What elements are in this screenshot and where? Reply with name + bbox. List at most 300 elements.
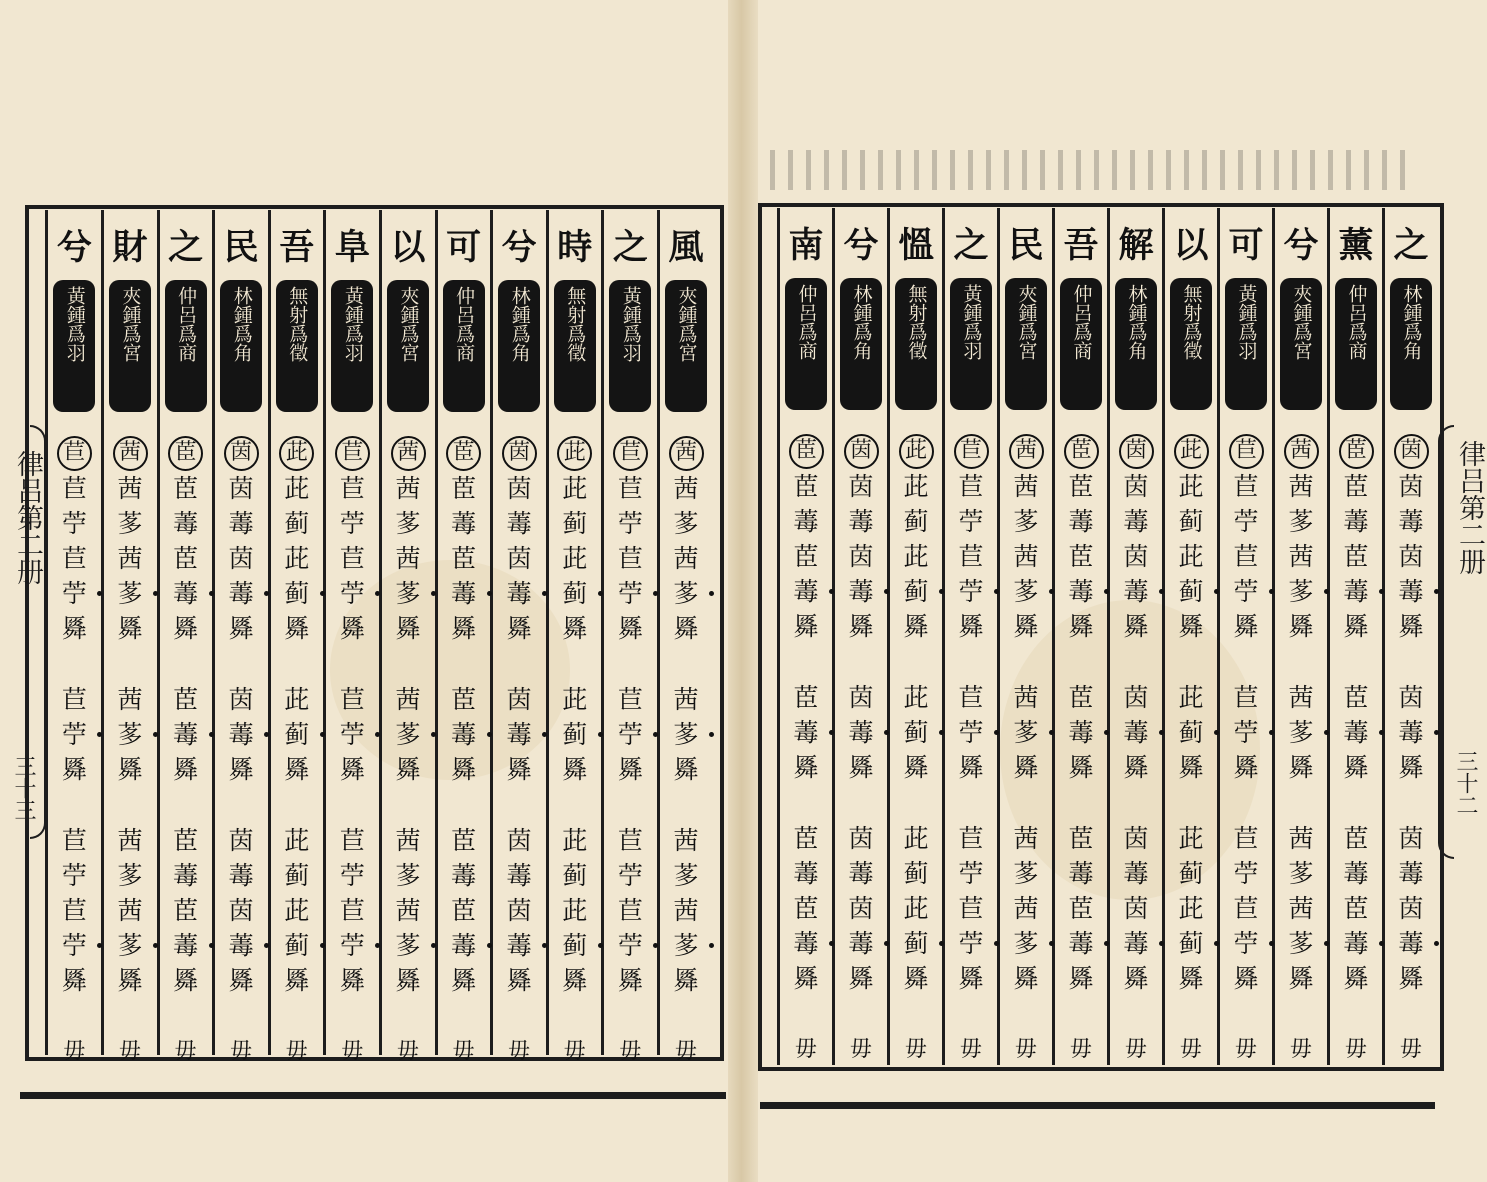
beat-dot xyxy=(1434,941,1439,946)
notation-row: 茜 xyxy=(1013,472,1039,501)
beat-dot xyxy=(209,591,214,596)
notation-row: 苣 xyxy=(617,826,643,855)
notation-row: 䓯 xyxy=(438,576,490,611)
notation-row: 茞 xyxy=(451,685,477,714)
notation-row: 苣 xyxy=(339,474,365,503)
circled-note: 茵 xyxy=(224,436,259,471)
notation-row: 苧 xyxy=(604,576,656,611)
notation-row: 茈 xyxy=(562,896,588,925)
notation-row: 苧 xyxy=(945,574,997,609)
lyric-character: 薰 xyxy=(1338,225,1374,266)
beat-dot xyxy=(1434,589,1439,594)
mode-label-tag xyxy=(331,280,373,412)
mode-label-text: 夾鍾爲宮 xyxy=(1015,284,1038,360)
notation-row: 毋 xyxy=(849,1037,872,1062)
notation-row: 䓯 xyxy=(1068,859,1094,888)
notation-row: 苧 xyxy=(958,507,984,536)
mode-label-tag xyxy=(609,280,651,412)
beat-dot xyxy=(1324,589,1329,594)
notation-row: 毋 xyxy=(174,1039,197,1064)
circled-note: 茵 xyxy=(1119,434,1154,469)
notation-row: 䓯 xyxy=(1343,859,1369,888)
notation-row xyxy=(438,436,490,471)
notation-row xyxy=(604,436,656,471)
notation-row: 䑞 xyxy=(1068,612,1094,641)
beat-dot xyxy=(1269,941,1274,946)
score-column xyxy=(1385,208,1437,1067)
notation-row: 茵 xyxy=(1123,894,1149,923)
notation-row: 茵 xyxy=(228,896,254,925)
notation-row: 苣 xyxy=(958,894,984,923)
beat-dot xyxy=(1379,941,1384,946)
notation-row: 蓟 xyxy=(903,859,929,888)
beat-dot xyxy=(1269,730,1274,735)
notation-row: 苣 xyxy=(61,896,87,925)
notation-row: 苣 xyxy=(61,826,87,855)
notation-row: 茞 xyxy=(451,474,477,503)
notation-row: 䑞 xyxy=(673,755,699,784)
notation-row: 茵 xyxy=(506,474,532,503)
notation-row: 茤 xyxy=(1000,574,1052,609)
mode-label-tag xyxy=(1170,278,1212,410)
notation-row: 茜 xyxy=(1288,472,1314,501)
beat-dot xyxy=(1159,941,1164,946)
beat-dot xyxy=(209,732,214,737)
notation-row: 苧 xyxy=(945,715,997,750)
notation-row: 茜 xyxy=(1013,683,1039,712)
notation-row: 䑞 xyxy=(173,614,199,643)
beat-dot xyxy=(884,589,889,594)
score-column xyxy=(160,210,212,1069)
notation-row: 茈 xyxy=(284,474,310,503)
notation-row: 䓯 xyxy=(451,509,477,538)
notation-row: 茜 xyxy=(673,544,699,573)
notation-row: 䓯 xyxy=(438,928,490,963)
score-column xyxy=(604,210,656,1069)
beat-dot xyxy=(1159,730,1164,735)
notation-row: 苣 xyxy=(617,544,643,573)
notation-row: 䑞 xyxy=(617,966,643,995)
notation-row: 茵 xyxy=(1123,683,1149,712)
beat-dot xyxy=(320,943,325,948)
notation-row: 茤 xyxy=(1275,574,1327,609)
notation-row: 茜 xyxy=(673,685,699,714)
notation-row: 茞 xyxy=(1068,824,1094,853)
notation-row: 茤 xyxy=(382,928,434,963)
circled-note: 茈 xyxy=(279,436,314,471)
notation-row: 茤 xyxy=(104,717,156,752)
notation-row: 䑞 xyxy=(1343,612,1369,641)
notation-row: 茤 xyxy=(673,509,699,538)
lyric-character: 之 xyxy=(953,225,989,266)
notation-row: 䓯 xyxy=(1385,926,1437,961)
left-folio-number: 三十三 xyxy=(11,755,36,821)
notation-row: 茞 xyxy=(173,474,199,503)
beat-dot xyxy=(1049,941,1054,946)
notation-row: 䑞 xyxy=(562,614,588,643)
notation-row xyxy=(890,434,942,469)
notation-row: 䑞 xyxy=(793,964,819,993)
beat-dot xyxy=(153,732,158,737)
notation-row: 䑞 xyxy=(173,966,199,995)
notation-row: 䑞 xyxy=(1013,964,1039,993)
notation-row: 蓟 xyxy=(271,717,323,752)
beat-dot xyxy=(209,943,214,948)
notation-row: 毋 xyxy=(674,1039,697,1064)
notation-row: 茤 xyxy=(660,717,712,752)
circled-note: 茜 xyxy=(1009,434,1044,469)
notation-row: 毋 xyxy=(904,1037,927,1062)
mode-label-tag xyxy=(1060,278,1102,410)
circled-note: 苣 xyxy=(613,436,648,471)
score-column xyxy=(890,208,942,1067)
notation-row: 毋 xyxy=(619,1039,642,1064)
lyric-character: 以 xyxy=(1173,225,1209,266)
lyric-character: 之 xyxy=(168,227,204,268)
notation-row: 蓟 xyxy=(562,861,588,890)
notation-row: 苧 xyxy=(604,928,656,963)
notation-row: 蓟 xyxy=(890,926,942,961)
score-column xyxy=(382,210,434,1069)
notation-row: 茈 xyxy=(562,826,588,855)
notation-row: 茜 xyxy=(673,896,699,925)
notation-row: 䑞 xyxy=(1398,612,1424,641)
lyric-character: 兮 xyxy=(56,227,92,268)
mode-label-text: 黃鍾爲羽 xyxy=(1235,284,1258,360)
book-gutter xyxy=(728,0,758,1182)
notation-row: 茞 xyxy=(1343,894,1369,923)
notation-row: 䑞 xyxy=(1233,964,1259,993)
mode-label-tag xyxy=(950,278,992,410)
notation-row xyxy=(160,436,212,471)
notation-row: 䓯 xyxy=(506,861,532,890)
mode-label-text: 林鍾爲角 xyxy=(850,284,873,360)
notation-row: 毋 xyxy=(285,1039,308,1064)
score-column xyxy=(1275,208,1327,1067)
notation-row: 䑞 xyxy=(1233,753,1259,782)
notation-row: 苧 xyxy=(617,861,643,890)
notation-row: 䓯 xyxy=(160,928,212,963)
notation-row: 茵 xyxy=(1398,894,1424,923)
notation-row: 茜 xyxy=(395,544,421,573)
notation-row: 茤 xyxy=(1000,926,1052,961)
mode-label-tag xyxy=(443,280,485,412)
notation-row: 茞 xyxy=(173,685,199,714)
notation-row: 䓯 xyxy=(493,928,545,963)
mode-label-text: 夾鍾爲宮 xyxy=(397,286,420,362)
notation-row: 䑞 xyxy=(1288,753,1314,782)
notation-row: 茜 xyxy=(117,685,143,714)
lyric-character: 可 xyxy=(446,227,482,268)
notation-row: 䑞 xyxy=(1288,612,1314,641)
notation-row: 䓯 xyxy=(1110,926,1162,961)
notation-row: 毋 xyxy=(1014,1037,1037,1062)
notation-row: 茵 xyxy=(1123,824,1149,853)
mode-label-text: 仲呂爲商 xyxy=(1070,284,1093,360)
beat-dot xyxy=(1434,730,1439,735)
mode-label-tag xyxy=(1225,278,1267,410)
beat-dot xyxy=(598,591,603,596)
notation-row: 䑞 xyxy=(793,753,819,782)
notation-row: 茤 xyxy=(1013,507,1039,536)
notation-row: 茈 xyxy=(284,685,310,714)
beat-dot xyxy=(1049,589,1054,594)
notation-row: 茜 xyxy=(117,544,143,573)
beat-dot xyxy=(487,591,492,596)
notation-row: 茵 xyxy=(848,542,874,571)
notation-row: 茈 xyxy=(903,894,929,923)
mode-label-tag xyxy=(895,278,937,410)
notation-row: 苣 xyxy=(1233,683,1259,712)
circled-note: 茞 xyxy=(1339,434,1374,469)
notation-row: 䑞 xyxy=(617,755,643,784)
notation-row: 䓯 xyxy=(228,509,254,538)
notation-row: 毋 xyxy=(341,1039,364,1064)
circled-note: 茈 xyxy=(1174,434,1209,469)
notation-row: 䓯 xyxy=(1068,507,1094,536)
notation-row: 䓯 xyxy=(215,717,267,752)
notation-row: 苣 xyxy=(1233,894,1259,923)
beat-dot xyxy=(939,941,944,946)
notation-row: 茜 xyxy=(117,474,143,503)
notation-row: 茵 xyxy=(506,685,532,714)
mode-label-text: 夾鍾爲宮 xyxy=(1290,284,1313,360)
notation-row xyxy=(549,436,601,471)
lyric-character: 風 xyxy=(668,227,704,268)
notation-row: 茈 xyxy=(1178,894,1204,923)
notation-row: 苣 xyxy=(958,683,984,712)
score-column xyxy=(438,210,490,1069)
notation-row: 䓯 xyxy=(493,717,545,752)
left-margin-label: 律吕第二册 xyxy=(12,450,43,585)
notation-row: 苧 xyxy=(617,509,643,538)
beat-dot xyxy=(1324,730,1329,735)
notation-row: 茜 xyxy=(117,826,143,855)
notation-row: 䑞 xyxy=(562,966,588,995)
notation-row: 茈 xyxy=(903,824,929,853)
notation-row: 茤 xyxy=(1000,715,1052,750)
notation-row: 茞 xyxy=(793,824,819,853)
circled-note: 茞 xyxy=(789,434,824,469)
lyric-character: 解 xyxy=(1118,225,1154,266)
notation-row: 苣 xyxy=(1233,542,1259,571)
notation-row: 茵 xyxy=(848,824,874,853)
notation-row: 䓯 xyxy=(848,507,874,536)
circled-note: 苣 xyxy=(954,434,989,469)
notation-row: 茵 xyxy=(506,826,532,855)
notation-row: 苧 xyxy=(1220,574,1272,609)
beat-dot xyxy=(1104,941,1109,946)
notation-row: 䑞 xyxy=(61,755,87,784)
lyric-character: 阜 xyxy=(334,227,370,268)
mode-label-tag xyxy=(165,280,207,412)
notation-row: 苧 xyxy=(61,861,87,890)
mode-label-text: 林鍾爲角 xyxy=(1125,284,1148,360)
notation-row: 䓯 xyxy=(438,717,490,752)
notation-row: 䑞 xyxy=(339,966,365,995)
beat-dot xyxy=(487,732,492,737)
notation-row: 茤 xyxy=(104,576,156,611)
notation-row: 茤 xyxy=(1013,859,1039,888)
notation-row: 䑞 xyxy=(339,614,365,643)
mode-label-text: 林鍾爲角 xyxy=(508,286,531,362)
notation-row xyxy=(835,434,887,469)
notation-row xyxy=(1275,434,1327,469)
notation-row: 苣 xyxy=(339,685,365,714)
score-column xyxy=(780,208,832,1067)
notation-row: 䑞 xyxy=(848,612,874,641)
notation-row: 茵 xyxy=(848,683,874,712)
notation-row: 䑞 xyxy=(1178,964,1204,993)
notation-row: 䑞 xyxy=(1178,612,1204,641)
notation-row: 苧 xyxy=(1233,507,1259,536)
notation-row xyxy=(215,436,267,471)
notation-row: 茜 xyxy=(1013,824,1039,853)
notation-row: 蓟 xyxy=(271,576,323,611)
notation-row: 苧 xyxy=(48,717,100,752)
beat-dot xyxy=(994,730,999,735)
notation-row: 茤 xyxy=(1288,507,1314,536)
notation-row: 茜 xyxy=(395,896,421,925)
notation-row: 䓯 xyxy=(1123,859,1149,888)
notation-row xyxy=(660,436,712,471)
notation-row: 茞 xyxy=(451,826,477,855)
notation-row: 䑞 xyxy=(451,755,477,784)
notation-row: 毋 xyxy=(1289,1037,1312,1062)
beat-dot xyxy=(994,941,999,946)
beat-dot xyxy=(431,732,436,737)
notation-row: 䑞 xyxy=(61,614,87,643)
notation-row: 䑞 xyxy=(395,966,421,995)
beat-dot xyxy=(884,730,889,735)
score-column xyxy=(104,210,156,1069)
mode-label-tag xyxy=(1390,278,1432,410)
notation-row: 䑞 xyxy=(228,614,254,643)
mode-label-text: 夾鍾爲宮 xyxy=(119,286,142,362)
notation-row: 苧 xyxy=(604,717,656,752)
notation-row: 苧 xyxy=(958,859,984,888)
score-column xyxy=(1220,208,1272,1067)
notation-row: 苧 xyxy=(48,928,100,963)
notation-row: 䓯 xyxy=(1385,574,1437,609)
notation-row: 蓟 xyxy=(1178,859,1204,888)
notation-row: 茞 xyxy=(1343,824,1369,853)
notation-row: 茞 xyxy=(173,544,199,573)
circled-note: 茞 xyxy=(446,436,481,471)
lyric-character: 慍 xyxy=(898,225,934,266)
notation-row: 茜 xyxy=(1288,894,1314,923)
notation-row: 䓯 xyxy=(228,861,254,890)
beat-dot xyxy=(1214,589,1219,594)
notation-row: 茜 xyxy=(673,474,699,503)
notation-row: 茞 xyxy=(1343,542,1369,571)
notation-row: 䑞 xyxy=(1233,612,1259,641)
notation-row xyxy=(326,436,378,471)
notation-row: 䑞 xyxy=(117,614,143,643)
beat-dot xyxy=(709,943,714,948)
notation-row: 苧 xyxy=(1220,715,1272,750)
notation-row: 蓟 xyxy=(890,715,942,750)
notation-row: 茈 xyxy=(903,542,929,571)
notation-row: 茞 xyxy=(793,472,819,501)
notation-row: 䓯 xyxy=(793,507,819,536)
lyric-character: 吾 xyxy=(1063,225,1099,266)
mode-label-text: 黃鍾爲羽 xyxy=(63,286,86,362)
notation-row: 苣 xyxy=(617,896,643,925)
notation-row: 䑞 xyxy=(506,755,532,784)
circled-note: 茈 xyxy=(557,436,592,471)
notation-row: 茞 xyxy=(173,896,199,925)
notation-row: 茈 xyxy=(284,826,310,855)
notation-row: 蓟 xyxy=(1165,926,1217,961)
notation-row: 茵 xyxy=(1398,683,1424,712)
notation-row xyxy=(1055,434,1107,469)
notation-row: 毋 xyxy=(1234,1037,1257,1062)
notation-row: 茤 xyxy=(1275,926,1327,961)
notation-row: 䑞 xyxy=(1123,612,1149,641)
lyric-character: 兮 xyxy=(1283,225,1319,266)
notation-row xyxy=(945,434,997,469)
notation-row: 毋 xyxy=(1069,1037,1092,1062)
notation-row: 䓯 xyxy=(1330,574,1382,609)
notation-row: 毋 xyxy=(1124,1037,1147,1062)
notation-row: 茤 xyxy=(1275,715,1327,750)
mode-label-tag xyxy=(498,280,540,412)
notation-row: 䑞 xyxy=(958,964,984,993)
beat-dot xyxy=(994,589,999,594)
notation-row xyxy=(1330,434,1382,469)
notation-row: 茞 xyxy=(793,894,819,923)
notation-row: 茤 xyxy=(395,509,421,538)
notation-row: 茞 xyxy=(793,542,819,571)
notation-row: 苧 xyxy=(61,509,87,538)
notation-row: 茞 xyxy=(1068,542,1094,571)
beat-dot xyxy=(939,730,944,735)
mode-label-text: 黃鍾爲羽 xyxy=(960,284,983,360)
notation-row: 茈 xyxy=(284,896,310,925)
beat-dot xyxy=(1269,589,1274,594)
notation-row: 䓯 xyxy=(1398,507,1424,536)
notation-row: 茵 xyxy=(228,685,254,714)
mode-label-text: 夾鍾爲宮 xyxy=(675,286,698,362)
notation-row: 茜 xyxy=(395,826,421,855)
notation-row: 䑞 xyxy=(958,753,984,782)
notation-row: 茞 xyxy=(1343,683,1369,712)
score-column xyxy=(493,210,545,1069)
beat-dot xyxy=(431,943,436,948)
notation-row: 䑞 xyxy=(1178,753,1204,782)
notation-row: 䓯 xyxy=(793,859,819,888)
notation-row: 䑞 xyxy=(617,614,643,643)
notation-row: 茜 xyxy=(1288,542,1314,571)
mode-label-tag xyxy=(276,280,318,412)
mode-label-text: 仲呂爲商 xyxy=(1345,284,1368,360)
notation-row: 䑞 xyxy=(395,755,421,784)
notation-row xyxy=(104,436,156,471)
beat-dot xyxy=(939,589,944,594)
notation-row: 茵 xyxy=(506,896,532,925)
beat-dot xyxy=(598,943,603,948)
lyric-character: 南 xyxy=(788,225,824,266)
mode-label-text: 林鍾爲角 xyxy=(1400,284,1423,360)
lyric-character: 兮 xyxy=(501,227,537,268)
notation-row: 䓯 xyxy=(780,715,832,750)
beat-dot xyxy=(709,732,714,737)
notation-row: 䑞 xyxy=(506,966,532,995)
notation-row: 茞 xyxy=(1068,683,1094,712)
mode-label-tag xyxy=(1115,278,1157,410)
notation-row: 茈 xyxy=(1178,472,1204,501)
